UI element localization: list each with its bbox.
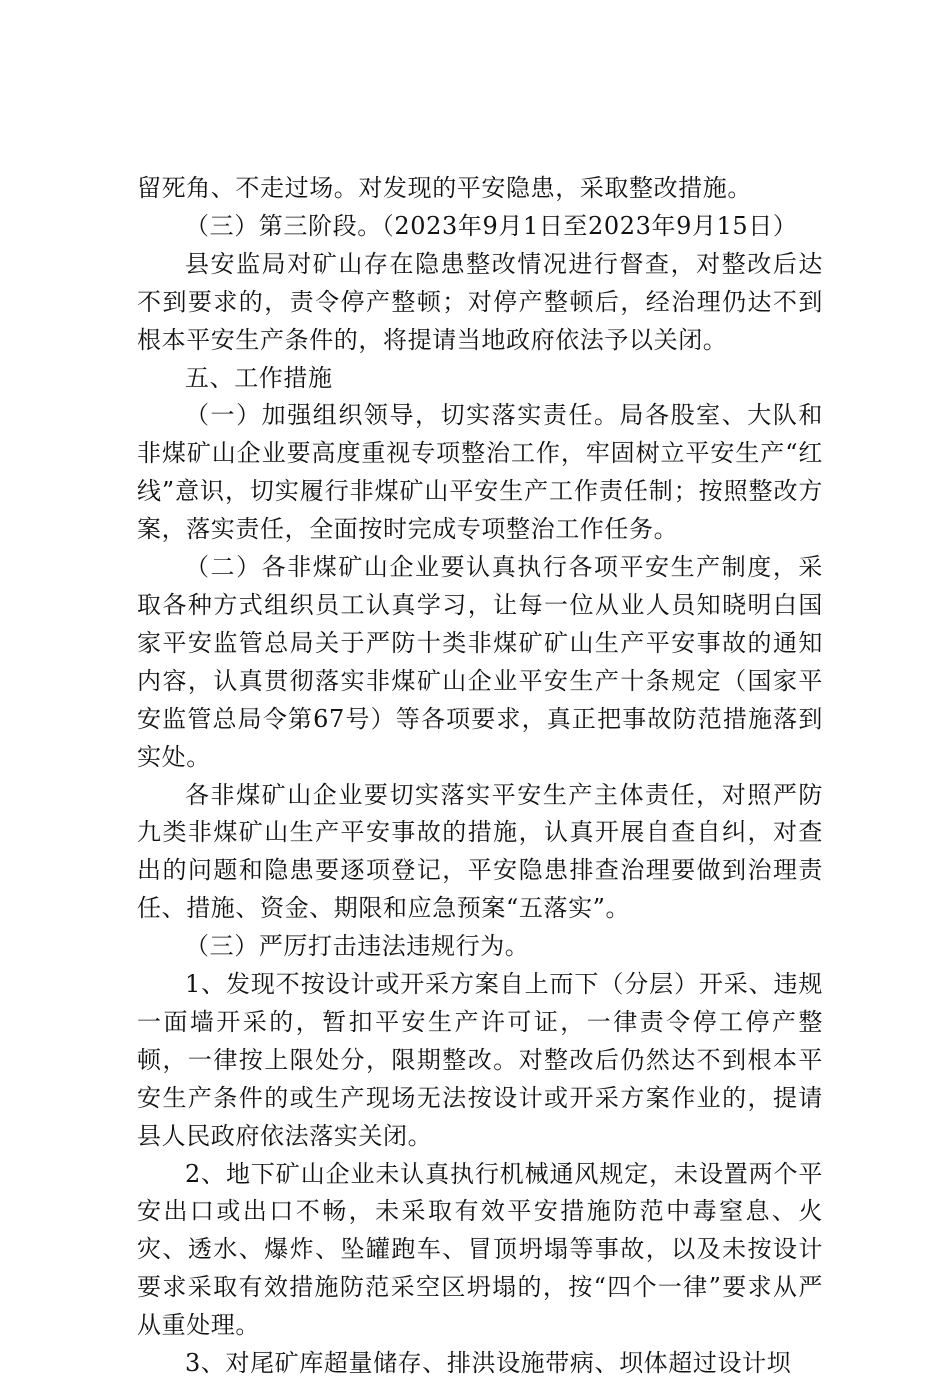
paragraph-measure-three-heading: （三）严厉打击违法违规行为。 (185, 932, 530, 961)
paragraph-measure-two: （二）各非煤矿山企业要认真执行各项平安生产制度，采取各种方式组织员工认真学习，让每一位从业人员知晓明白国家平安监管总局关于严防十类非煤矿矿山生产平安事故的通知内容，认真贯彻落实非煤矿山企业平安生产十条规定（国家平安监管总局令第67号）等各项要求，真正把事故防范措施落到实处。 (137, 553, 823, 771)
paragraph-main-responsibility: 各非煤矿山企业要切实落实平安生产主体责任，对照严防九类非煤矿山生产平安事故的措施，认真开展自查自纠，对查出的问题和隐患要逐项登记，平安隐患排查治理要做到治理责任、措施、资金、期限和应急预案“五落实”。 (137, 780, 823, 923)
paragraph-item-three: 3、对尾矿库超量储存、排洪设施带病、坝体超过设计坝 (185, 1349, 792, 1378)
paragraph-item-one: 1、发现不按设计或开采方案自上而下（分层）开采、违规一面墙开采的，暂扣平安生产许可证，一律责令停工停产整顿，一律按上限处分，限期整改。对整改后仍然达不到根本平安生产条件的或生产现场无法按设计或开采方案作业的，提请县人民政府依法落实关闭。 (137, 970, 823, 1150)
paragraph-stage-three-heading: （三）第三阶段。（2023年9月1日至2023年9月15日） (185, 211, 798, 240)
paragraph-item-two: 2、地下矿山企业未认真执行机械通风规定，未设置两个平安出口或出口不畅，未采取有效平安措施防范中毒窒息、火灾、透水、爆炸、坠罐跑车、冒顶坍塌等事故，以及未按设计要求采取有效措施防范采空区坍塌的，按“四个一律”要求从严从重处理。 (137, 1159, 823, 1340)
paragraph-continuation: 留死角、不走过场。对发现的平安隐患，采取整改措施。 (137, 174, 752, 202)
section-heading-work-measures: 五、工作措施 (185, 363, 333, 392)
document-body (137, 170, 823, 1383)
paragraph-measure-one: （一）加强组织领导，切实落实责任。局各股室、大队和非煤矿山企业要高度重视专项整治工作，牢固树立平安生产“红线”意识，切实履行非煤矿山平安生产工作责任制；按照整改方案，落实责任，全面按时完成专项整治工作任务。 (137, 401, 823, 544)
paragraph-inspection: 县安监局对矿山存在隐患整改情况进行督查，对整改后达不到要求的，责令停产整顿；对停产整顿后，经治理仍达不到根本平安生产条件的，将提请当地政府依法予以关闭。 (137, 249, 823, 354)
